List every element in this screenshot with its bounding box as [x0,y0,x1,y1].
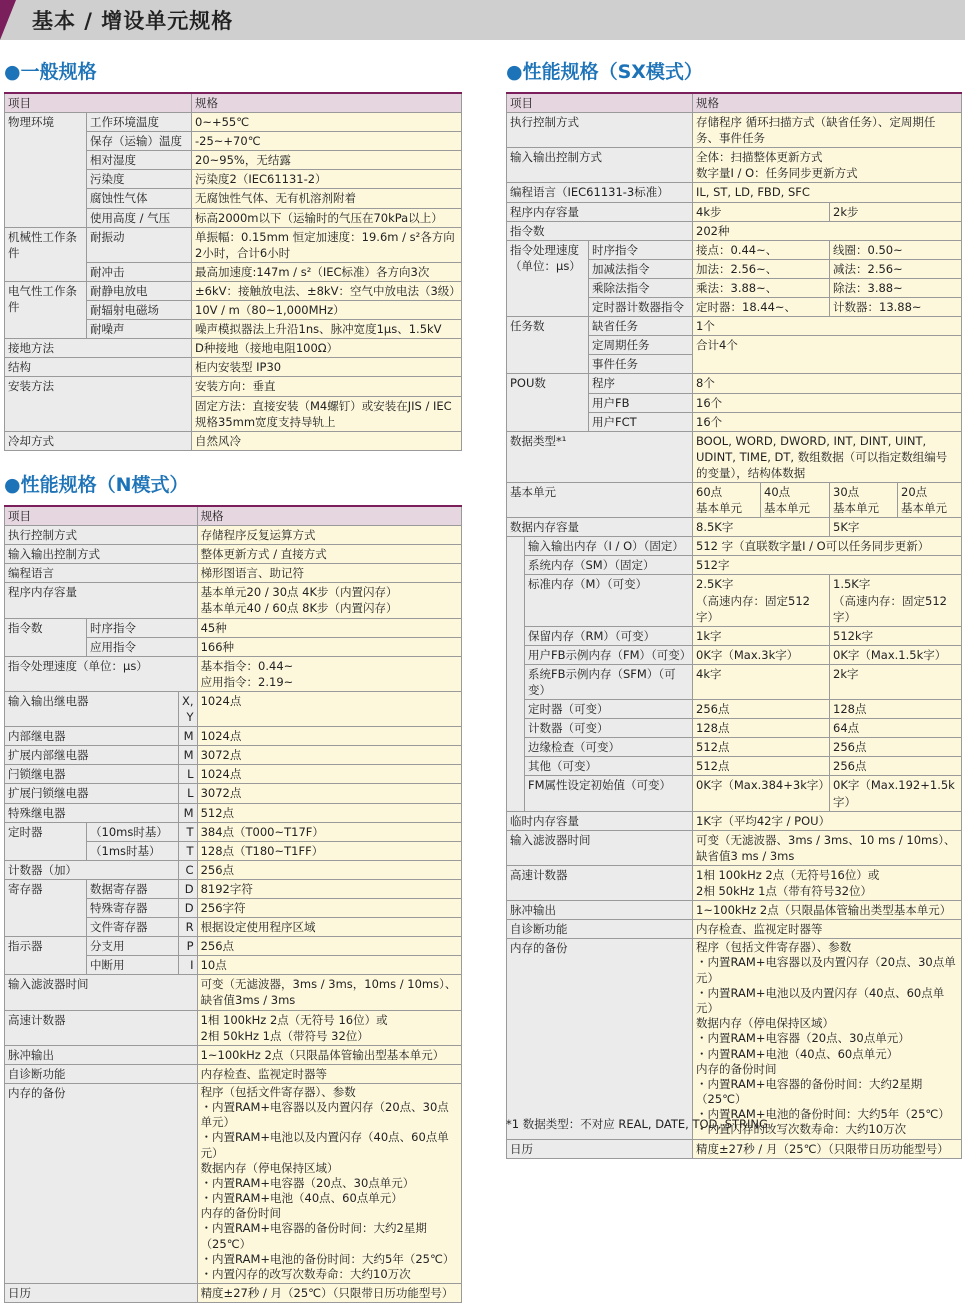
table-row: 输入输出控制方式 整体更新方式 / 直接方式 [5,545,462,564]
table-row: 结构 柜内安装型 IP30 [5,358,462,377]
table-row: 指令数 时序指令 45种 [5,618,462,637]
table-row: （1ms时基） T 128点（T180~T1FF） [5,841,462,860]
table-row: 中断用 I 10点 [5,956,462,975]
table-row: 数据类型*¹ BOOL, WORD, DWORD, INT, DINT, UINT, UDINT, TIME, DT, 数组数据（可以指定数组编号的变量），结构体数据 [507,431,962,482]
table-row: 系统FB示例内存（SFM）（可变） 4k字 2k字 [507,664,962,699]
page-title: 基本 / 增设单元规格 [32,9,234,33]
sx-mode-section-title: ●性能规格（SX模式） [506,61,703,83]
general-section-title: ●一般规格 [4,61,97,83]
table-row: 加减法指令 加法：2.56~、 减法：2.56~ [507,259,962,278]
table-row: 脉冲输出 1~100kHz 2点（只限晶体管输出型基本单元） [5,1045,462,1064]
table-row: 程序内存容量 4k步 2k步 [507,202,962,221]
table-header: 项目 规格 [5,506,462,526]
table-row: 指令处理速度（单位：μs） 时序指令 接点：0.44~、 线圈：0.50~ [507,240,962,259]
table-row: 系统内存（SM）（固定） 512字 [507,556,962,575]
table-row: 特殊继电器 M 512点 [5,803,462,822]
table-row: 临时内存容量 1K字（平均42字 / POU） [507,811,962,830]
table-row: 指令处理速度（单位：μs） 基本指令：0.44~ 应用指令：2.19~ [5,656,462,691]
table-row: 闩锁继电器 L 1024点 [5,765,462,784]
table-row: 输入滤波器时间 可变（无滤波器、3ms / 3ms、10 ms / 10ms）、缺省值3 ms / 3ms [507,830,962,865]
table-row: 文件寄存器 R 根据设定使用程序区域 [5,918,462,937]
table-row: 腐蚀性气体 无腐蚀性气体、无有机溶剂附着 [5,189,462,208]
table-row: 乘除法指令 乘法：3.88~、 除法：3.88~ [507,278,962,297]
table-row: 定时器计数器指令 定时器：18.44~、 计数器：13.88~ [507,298,962,317]
table-row: 脉冲输出 1~100kHz 2点（只限晶体管输出类型基本单元） [507,901,962,920]
table-row: 用户FB 16个 [507,393,962,412]
table-row: 内部继电器 M 1024点 [5,727,462,746]
header-accent [0,0,16,40]
table-row: 扩展内部继电器 M 3072点 [5,746,462,765]
table-row: FM属性设定初始值（可变） 0K字（Max.384+3k字） 0K字（Max.192+1.5k字） [507,776,962,811]
table-row: POU数 程序 8个 [507,374,962,393]
table-row: 事件任务 [507,355,962,374]
table-row: 输入输出继电器 X, Y 1024点 [5,691,462,726]
sx-mode-spec-table [506,92,962,1159]
table-row: 标准内存（M）（可变） 2.5K字 （高速内存：固定512字） 1.5K字 （高速内存：固定512字） [507,575,962,626]
table-row: 电气性工作条件 耐静电放电 ±6kV：接触放电法、±8kV：空气中放电法（3级） [5,281,462,300]
table-row: 扩展闩锁继电器 L 3072点 [5,784,462,803]
table-row: 定时器 （10ms时基） T 384点（T000~T17F） [5,822,462,841]
table-row: 定时器（可变） 256点 128点 [507,700,962,719]
table-row: 输入输出内存（I / O）（固定） 512 字（直联数字量I / O可以任务同步更新） [507,537,962,556]
footnote: *1 数据类型：不对应 REAL, DATE, TOD, STRING [506,1117,768,1131]
table-row: 输入输出控制方式 全体：扫描整体更新方式 数字量I / O：任务同步更新方式 [507,148,962,183]
table-row: 边缘检查（可变） 512点 256点 [507,738,962,757]
table-row: 寄存器 数据寄存器 D 8192字符 [5,879,462,898]
table-row: 输入滤波器时间 可变（无滤波器，3ms / 3ms，10ms / 10ms）、缺省值3ms / 3ms [5,975,462,1010]
table-row: 编程语言（IEC61131-3标准） IL, ST, LD, FBD, SFC [507,183,962,202]
table-header: 项目 规格 [507,93,962,113]
table-header: 项目 规格 [5,93,462,113]
table-row: 特殊寄存器 D 256字符 [5,898,462,917]
table-row: 自诊断功能 内存检查、监视定时器等 [5,1064,462,1083]
table-row: 内存的备份 程序（包括文件寄存器）、参数 ・内置RAM+电容器以及内置闪存（20点、30点单元） ・内置RAM+电池以及内置闪存（40点、60点单元） 数据内存（停电保持区域） ・内置RAM+电容器（20点、30点单元） ・内置RAM+电池（40点、60点单元） 内存的备份时间 ・内置RAM+电容器的备份时间：大约2星期（25℃） ・内置RAM+电池的备份时间：大约5年（25℃） ・内置闪存的改写次数寿命：大约10万次 [5,1083,462,1283]
table-row: 耐辐射电磁场 10V / m（80~1,000MHz） [5,301,462,320]
table-row: 指示器 分支用 P 256点 [5,937,462,956]
table-row: 程序内存容量 基本单元20 / 30点 4K步（内置闪存） 基本单元40 / 60点 8K步（内置闪存） [5,583,462,618]
table-row: 指令数 202种 [507,221,962,240]
table-row: 日历 精度±27秒 / 月（25℃）（只限带日历功能型号） [5,1284,462,1303]
table-row: 高速计数器 1相 100kHz 2点（无符号 16位）或 2相 50kHz 1点（带符号 32位） [5,1010,462,1045]
table-row: 执行控制方式 存储程序反复运算方式 [5,526,462,545]
table-row: 自诊断功能 内存检查、监视定时器等 [507,920,962,939]
table-row: 计数器（可变） 128点 64点 [507,719,962,738]
table-row: 任务数 缺省任务 1个 [507,317,962,336]
table-row: 机械性工作条件 耐振动 单振幅：0.15mm 恒定加速度：19.6m / s²各方向2小时，合计6小时 [5,227,462,262]
general-spec-table [4,92,462,451]
table-row: 污染度 污染度2（IEC61131-2） [5,170,462,189]
table-row: 数据内存容量 8.5K字 5K字 [507,518,962,537]
table-row: 日历 精度±27秒 / 月（25℃）（只限带日历功能型号） [507,1139,962,1158]
table-row: 执行控制方式 存储程序 循环扫描方式（缺省任务）、定周期任务、事件任务 [507,113,962,148]
table-row: 保留内存（RM）（可变） 1k字 512k字 [507,626,962,645]
table-row: 编程语言 梯形图语言、助记符 [5,564,462,583]
table-row: 保存（运输）温度 -25~+70℃ [5,132,462,151]
table-row: 其他（可变） 512点 256点 [507,757,962,776]
table-row: 用户FCT 16个 [507,412,962,431]
table-row: 冷却方式 自然风冷 [5,431,462,450]
table-row: 固定方法：直接安装（M4螺钉）或安装在JIS / IEC规格35mm宽度支持导轨上 [5,396,462,431]
table-row: 应用指令 166种 [5,637,462,656]
table-row: 耐噪声 噪声模拟器法上升沿1ns、脉冲宽度1μs、1.5kV [5,320,462,339]
table-row: 定周期任务 合计4个 [507,336,962,355]
table-row: 相对湿度 20~95%，无结露 [5,151,462,170]
table-row: 基本单元 60点 基本单元 40点 基本单元 30点 基本单元 20点 基本单元 [507,482,962,517]
table-row: 计数器（加） C 256点 [5,860,462,879]
table-row: 使用高度 / 气压 标高2000m以下（运输时的气压在70kPa以上） [5,208,462,227]
n-mode-spec-table [4,505,462,1303]
table-row: 内存的备份 程序（包括文件寄存器）、参数 ・内置RAM+电容器以及内置闪存（20点、30点单元） ・内置RAM+电池以及内置闪存（40点、60点单元） 数据内存（停电保持区域） ・内置RAM+电容器（20点、30点单元） ・内置RAM+电池（40点、60点单元） 内存的备份时间 ・内置RAM+电容器的备份时间：大约2星期（25℃） ・内置RAM+电池的备份时间：大约5年（25℃） ・内置闪存的改写次数寿命：大约10万次 [507,939,962,1139]
table-row: 安装方法 安装方向：垂直 [5,377,462,396]
table-row: 高速计数器 1相 100kHz 2点（无符号16位）或 2相 50kHz 1点（带有符号32位） [507,865,962,900]
page-header [0,0,965,40]
table-row: 耐冲击 最高加速度:147m / s²（IEC标准）各方向3次 [5,262,462,281]
table-row: 用户FB示例内存（FM）（可变） 0K字（Max.3k字） 0K字（Max.1.5k字） [507,645,962,664]
table-row: 物理环境 工作环境温度 0~+55℃ [5,113,462,132]
n-mode-section-title: ●性能规格（N模式） [4,474,189,496]
table-row: 接地方法 D种接地（接地电阻100Ω） [5,339,462,358]
